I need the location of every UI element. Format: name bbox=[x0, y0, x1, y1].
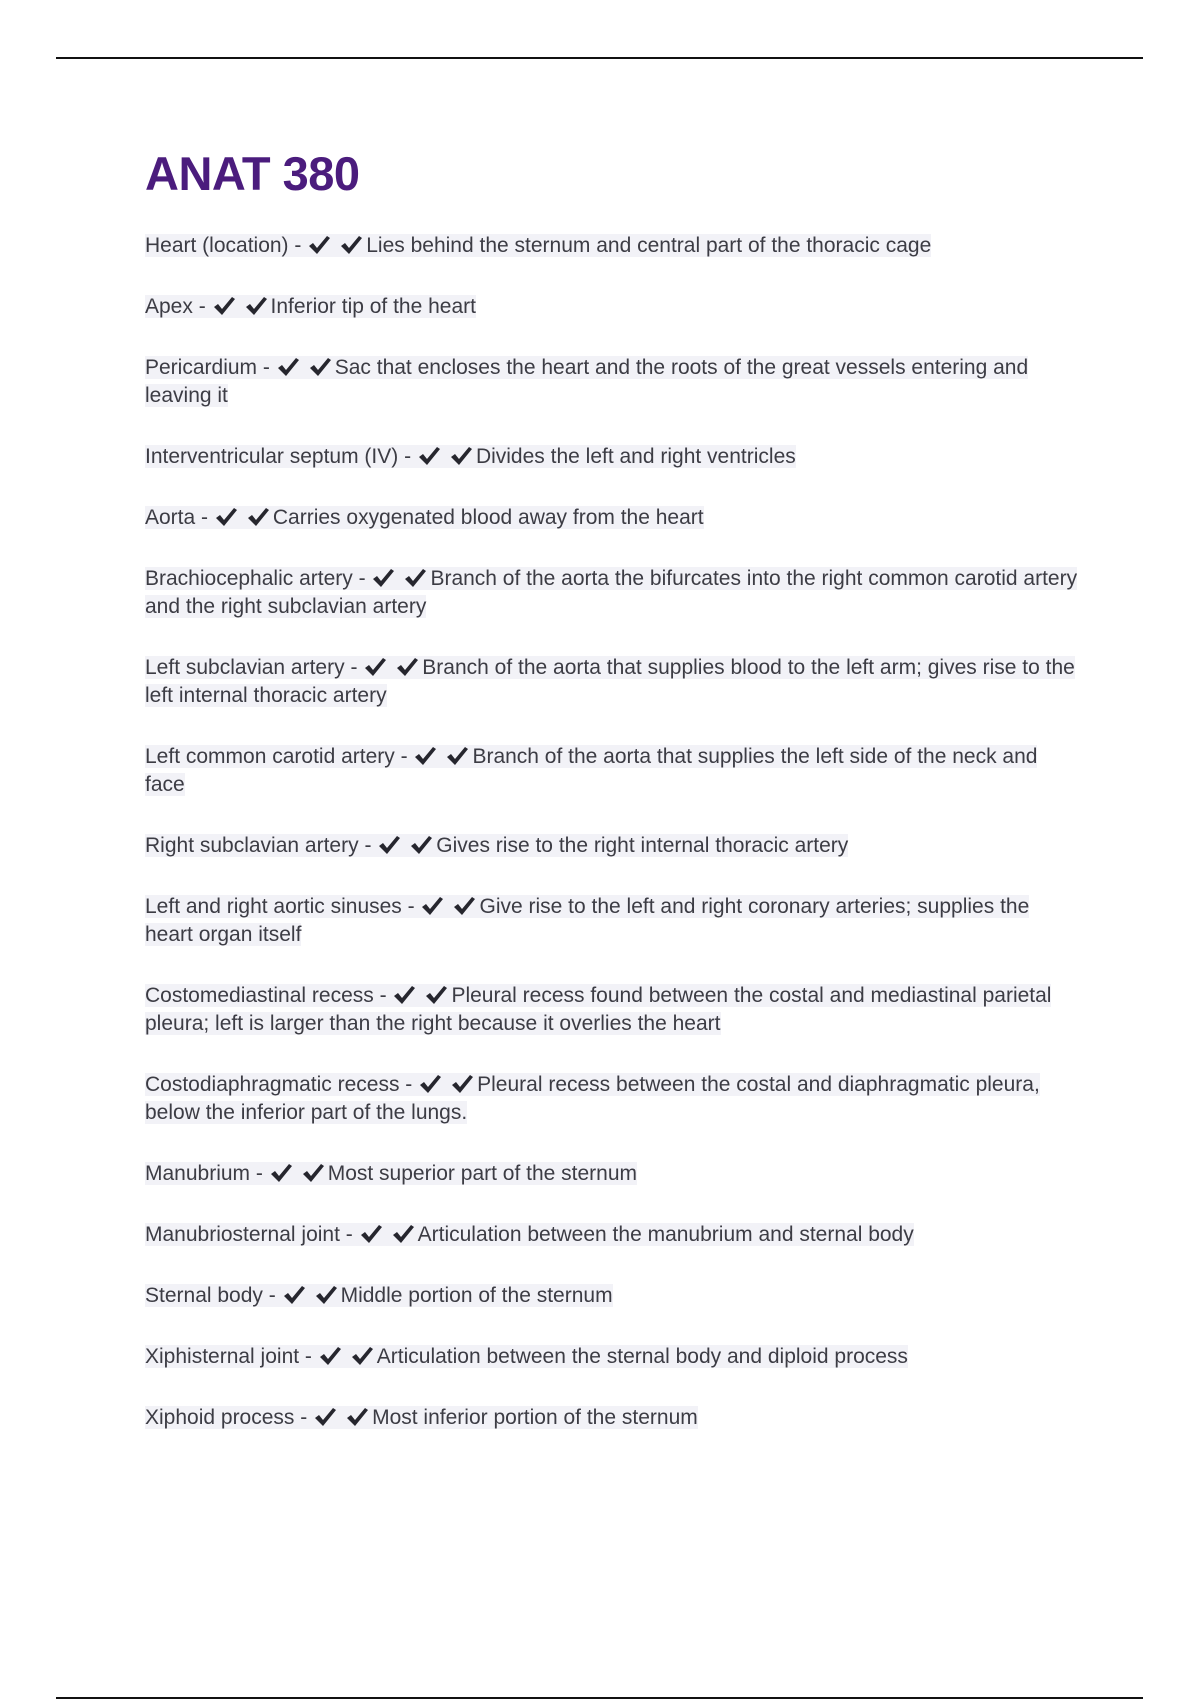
separator: - bbox=[294, 1406, 314, 1429]
check-icon bbox=[420, 896, 444, 916]
entry-definition: Gives rise to the right internal thoracic artery bbox=[436, 834, 849, 857]
separator: - bbox=[299, 1345, 318, 1368]
entry-text bbox=[145, 1073, 1040, 1124]
check-icon bbox=[307, 235, 331, 255]
entry-text bbox=[145, 567, 1077, 618]
check-icon bbox=[269, 1163, 293, 1183]
document-body bbox=[145, 146, 1080, 1465]
entry-term: Pericardium bbox=[145, 356, 258, 379]
flashcard-entry bbox=[145, 293, 1080, 321]
check-icon bbox=[339, 235, 363, 255]
entry-definition: Inferior tip of the heart bbox=[270, 295, 476, 318]
flashcard-entry bbox=[145, 1282, 1080, 1310]
entry-definition: Articulation between the manubrium and sternal body bbox=[417, 1223, 914, 1246]
entry-text bbox=[145, 1345, 908, 1368]
entry-text bbox=[145, 506, 704, 529]
check-icon bbox=[418, 1074, 442, 1094]
separator: - bbox=[339, 1223, 359, 1246]
flashcard-entry bbox=[145, 565, 1080, 621]
check-icon bbox=[403, 568, 427, 588]
check-icon bbox=[392, 985, 416, 1005]
flashcard-entry bbox=[145, 1404, 1080, 1432]
bottom-rule bbox=[56, 1697, 1143, 1699]
entry-definition: Most superior part of the sternum bbox=[327, 1162, 638, 1185]
entry-term: Manubrium bbox=[145, 1162, 251, 1185]
check-icon bbox=[391, 1224, 415, 1244]
entry-text bbox=[145, 356, 1028, 407]
check-icon bbox=[214, 507, 238, 527]
entry-definition: Pleural recess found between the costal and mediastinal parietal pleura; left is larger than the right because it overlies the heart bbox=[145, 984, 1052, 1035]
entry-term: Sternal body bbox=[145, 1284, 263, 1307]
flashcard-entry bbox=[145, 504, 1080, 532]
entry-text bbox=[145, 1406, 698, 1429]
check-icon bbox=[417, 446, 441, 466]
check-icon bbox=[450, 1074, 474, 1094]
entry-term: Costodiaphragmatic recess bbox=[145, 1073, 400, 1096]
entry-text bbox=[145, 834, 848, 857]
entry-term: Left and right aortic sinuses bbox=[145, 895, 402, 918]
flashcard-entry bbox=[145, 1071, 1080, 1127]
check-icon bbox=[413, 746, 437, 766]
flashcard-entry bbox=[145, 1343, 1080, 1371]
check-icon bbox=[314, 1285, 338, 1305]
separator: - bbox=[288, 234, 308, 257]
flashcard-entry bbox=[145, 743, 1080, 799]
entry-definition: Branch of the aorta that supplies the left side of the neck and face bbox=[145, 745, 1038, 796]
entry-definition: Lies behind the sternum and central part of the thoracic cage bbox=[366, 234, 932, 257]
check-icon bbox=[395, 657, 419, 677]
check-icon bbox=[371, 568, 395, 588]
check-icon bbox=[282, 1285, 306, 1305]
entry-term: Interventricular septum (IV) bbox=[145, 445, 399, 468]
separator: - bbox=[399, 1073, 419, 1096]
check-icon bbox=[318, 1346, 342, 1366]
flashcard-entry bbox=[145, 354, 1080, 410]
entry-list bbox=[145, 232, 1080, 1432]
entry-definition: Middle portion of the sternum bbox=[340, 1284, 613, 1307]
entry-text bbox=[145, 745, 1037, 796]
top-rule bbox=[56, 57, 1143, 59]
entry-term: Brachiocephalic artery bbox=[145, 567, 353, 590]
check-icon bbox=[359, 1224, 383, 1244]
separator: - bbox=[373, 984, 393, 1007]
entry-definition: Branch of the aorta the bifurcates into the right common carotid artery and the right subclavian artery bbox=[145, 567, 1078, 618]
check-icon bbox=[452, 896, 476, 916]
separator: - bbox=[344, 656, 364, 679]
entry-term: Left common carotid artery bbox=[145, 745, 395, 768]
entry-text bbox=[145, 1284, 613, 1307]
entry-definition: Give rise to the left and right coronary arteries; supplies the heart organ itself bbox=[145, 895, 1030, 946]
entry-term: Xiphisternal joint bbox=[145, 1345, 300, 1368]
entry-definition: Most inferior portion of the sternum bbox=[372, 1406, 698, 1429]
entry-term: Costomediastinal recess bbox=[145, 984, 374, 1007]
separator: - bbox=[401, 895, 421, 918]
flashcard-entry bbox=[145, 893, 1080, 949]
flashcard-entry bbox=[145, 1221, 1080, 1249]
flashcard-entry bbox=[145, 1160, 1080, 1188]
entry-definition: Pleural recess between the costal and diaphragmatic pleura, below the inferior part of the lungs. bbox=[145, 1073, 1040, 1124]
check-icon bbox=[246, 507, 270, 527]
entry-text bbox=[145, 234, 931, 257]
page-title: ANAT 380 bbox=[145, 147, 360, 200]
entry-text bbox=[145, 445, 796, 468]
check-icon bbox=[212, 296, 236, 316]
check-icon bbox=[301, 1163, 325, 1183]
entry-term: Aorta bbox=[145, 506, 196, 529]
entry-term: Manubriosternal joint bbox=[145, 1223, 340, 1246]
entry-text bbox=[145, 295, 476, 318]
entry-text bbox=[145, 1162, 637, 1185]
flashcard-entry bbox=[145, 443, 1080, 471]
check-icon bbox=[350, 1346, 374, 1366]
entry-text bbox=[145, 895, 1029, 946]
separator: - bbox=[192, 295, 212, 318]
entry-term: Left subclavian artery bbox=[145, 656, 345, 679]
flashcard-entry bbox=[145, 232, 1080, 260]
entry-definition: Carries oxygenated blood away from the heart bbox=[272, 506, 704, 529]
entry-term: Xiphoid process bbox=[145, 1406, 295, 1429]
entry-text bbox=[145, 1223, 914, 1246]
entry-term: Apex bbox=[145, 295, 193, 318]
entry-definition: Articulation between the sternal body and diploid process bbox=[376, 1345, 908, 1368]
check-icon bbox=[377, 835, 401, 855]
check-icon bbox=[445, 746, 469, 766]
check-icon bbox=[424, 985, 448, 1005]
separator: - bbox=[250, 1162, 269, 1185]
separator: - bbox=[394, 745, 414, 768]
check-icon bbox=[449, 446, 473, 466]
separator: - bbox=[398, 445, 417, 468]
entry-text bbox=[145, 984, 1051, 1035]
entry-definition: Sac that encloses the heart and the roots of the great vessels entering and leaving it bbox=[145, 356, 1029, 407]
separator: - bbox=[257, 356, 276, 379]
separator: - bbox=[352, 567, 372, 590]
entry-text bbox=[145, 656, 1075, 707]
check-icon bbox=[345, 1407, 369, 1427]
check-icon bbox=[409, 835, 433, 855]
entry-definition: Branch of the aorta that supplies blood to the left arm; gives rise to the left internal thoracic artery bbox=[145, 656, 1075, 707]
flashcard-entry bbox=[145, 982, 1080, 1038]
flashcard-entry bbox=[145, 654, 1080, 710]
check-icon bbox=[363, 657, 387, 677]
entry-term: Right subclavian artery bbox=[145, 834, 359, 857]
separator: - bbox=[195, 506, 214, 529]
entry-term: Heart (location) bbox=[145, 234, 289, 257]
check-icon bbox=[308, 357, 332, 377]
check-icon bbox=[244, 296, 268, 316]
check-icon bbox=[276, 357, 300, 377]
flashcard-entry bbox=[145, 832, 1080, 860]
separator: - bbox=[262, 1284, 282, 1307]
check-icon bbox=[313, 1407, 337, 1427]
entry-definition: Divides the left and right ventricles bbox=[475, 445, 796, 468]
separator: - bbox=[358, 834, 378, 857]
